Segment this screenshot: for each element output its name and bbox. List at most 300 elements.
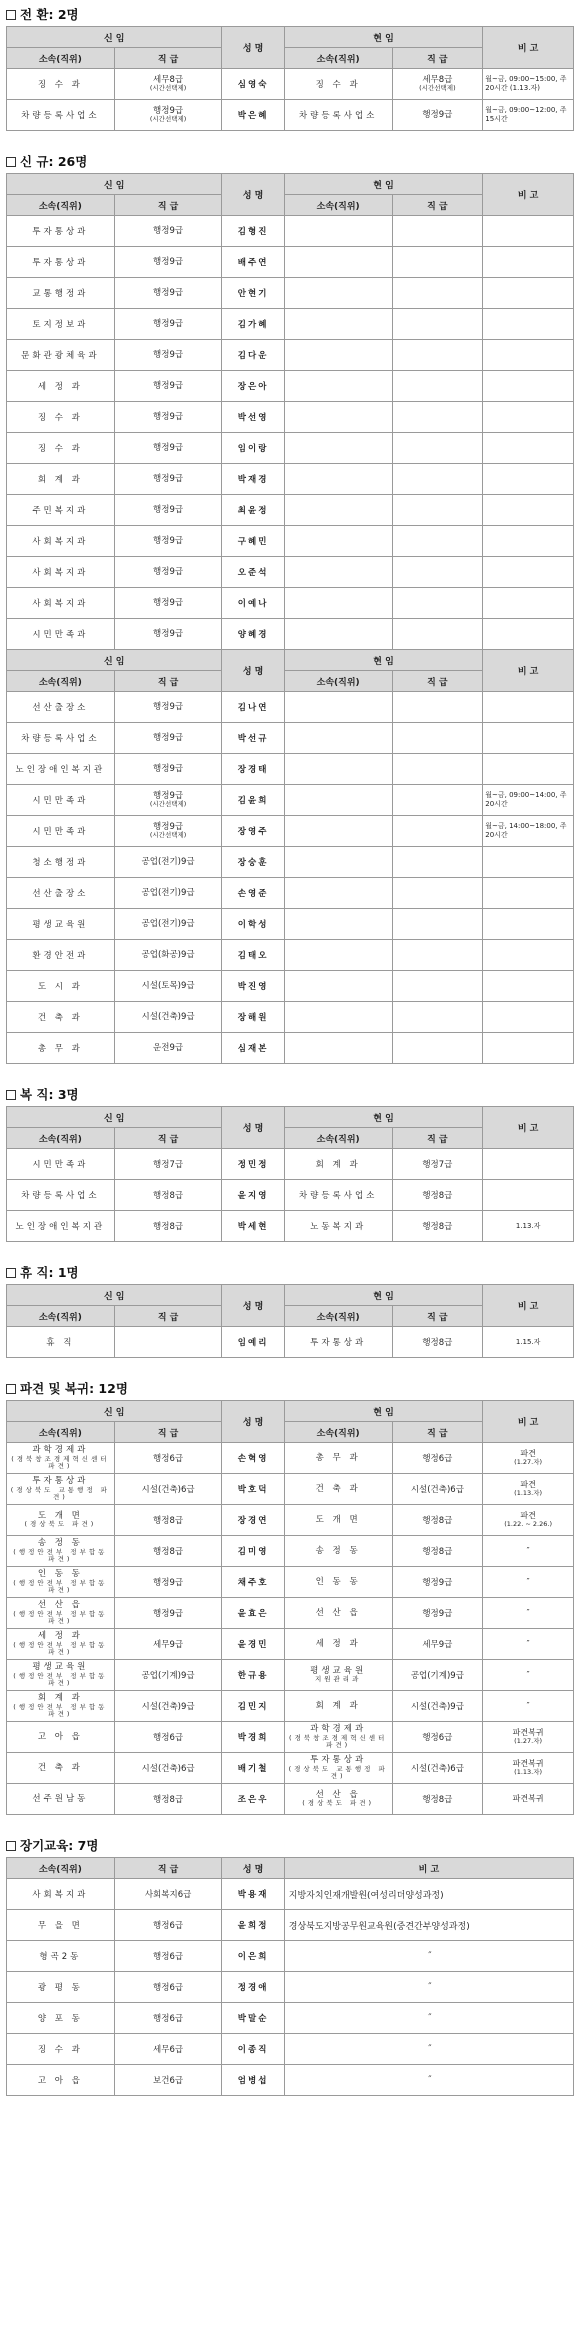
- new-grade-cell: [114, 100, 222, 131]
- header-note: 비 고: [483, 174, 574, 216]
- note-cell: ″: [284, 1972, 573, 2003]
- cur-dept-cell: [284, 1002, 392, 1033]
- new-grade-cell-text: 시설(토목)9급: [141, 980, 195, 991]
- header-dept: 소속(직위): [7, 1422, 115, 1443]
- note-cell: 월~금, 09:00~12:00, 주15시간: [483, 100, 574, 131]
- new-dept-cell: 차량등록사업소: [7, 723, 115, 754]
- note-cell-text: ″: [526, 1608, 530, 1618]
- new-dept-cell-sub: (경북창조경제혁신센터 파견): [11, 1454, 110, 1471]
- note-cell-sub: (1.22. ~ 2.26.): [504, 1520, 552, 1529]
- header-current: 현 임: [284, 650, 482, 671]
- new-grade-cell-sub: (시간선택제): [149, 800, 187, 809]
- new-grade-cell: [114, 619, 222, 650]
- note-cell: [483, 371, 574, 402]
- cur-grade-cell: 시설(건축)6급: [392, 1474, 483, 1505]
- header-grade: 직 급: [392, 48, 483, 69]
- note-cell: [483, 216, 574, 247]
- note-cell: [483, 1722, 574, 1753]
- new-grade-cell: [114, 785, 222, 816]
- new-dept-cell: 징 수 과: [7, 402, 115, 433]
- note-cell: [483, 754, 574, 785]
- new-dept-cell: [7, 1753, 115, 1784]
- cur-dept-cell-text: 선 산 읍: [315, 1607, 361, 1618]
- new-dept-cell: 사회복지과: [7, 526, 115, 557]
- new-dept-cell-sub: (행정안전부 정부합동 파견): [13, 1702, 108, 1719]
- header-grade: 직 급: [114, 48, 222, 69]
- table-row: [7, 1691, 574, 1722]
- new-dept-cell-text: 투자통상과: [32, 1476, 89, 1487]
- table-row: [7, 847, 574, 878]
- header-grade: 직 급: [392, 1422, 483, 1443]
- new-dept-cell: 투자통상과: [7, 247, 115, 278]
- note-cell-text: 파견: [520, 1480, 536, 1490]
- table-row: [7, 588, 574, 619]
- new-grade-cell: [114, 216, 222, 247]
- header-grade: 직 급: [392, 195, 483, 216]
- name-cell: 조은우: [222, 1784, 284, 1815]
- header-note: 비 고: [483, 650, 574, 692]
- new-grade-cell: [114, 371, 222, 402]
- new-grade-cell: [114, 1002, 222, 1033]
- name-cell: 이학성: [222, 909, 284, 940]
- new-grade-cell-text: 행정9급: [153, 380, 184, 391]
- name-cell: 김미영: [222, 1536, 284, 1567]
- new-grade-cell: 시설(건축)9급: [114, 1691, 222, 1722]
- cur-grade-cell: 행정8급: [392, 1211, 483, 1242]
- table-row: [7, 754, 574, 785]
- name-cell: 김다운: [222, 340, 284, 371]
- new-grade-cell-text: 행정9급: [153, 732, 184, 743]
- note-cell: [483, 847, 574, 878]
- table-row: [7, 971, 574, 1002]
- section-training: [6, 1835, 574, 2096]
- table-row: [7, 1941, 574, 1972]
- cur-grade-cell: [392, 723, 483, 754]
- note-cell: [483, 340, 574, 371]
- cur-grade-cell-sub: (시간선택제): [419, 84, 456, 93]
- new-dept-cell-text: 송 정 동: [37, 1538, 83, 1549]
- table-row: [7, 278, 574, 309]
- new-dept-cell: [7, 1598, 115, 1629]
- cur-dept-cell: [284, 940, 392, 971]
- cur-grade-cell: [392, 971, 483, 1002]
- new-dept-cell-sub: (행정안전부 정부합동 파견): [13, 1671, 108, 1688]
- note-cell: [483, 309, 574, 340]
- cur-dept-cell-text: 투자통상과: [310, 1755, 367, 1766]
- note-cell-text: ″: [526, 1670, 530, 1680]
- cur-grade-cell: 행정9급: [392, 1567, 483, 1598]
- note-cell: 월~금, 14:00~18:00, 주20시간: [483, 816, 574, 847]
- header-dept: 소속(직위): [284, 48, 392, 69]
- new-grade-cell-text: 공업(전기)9급: [141, 856, 195, 867]
- note-cell: 월~금, 09:00~15:00, 주20시간 (1.13.자): [483, 69, 574, 100]
- cur-dept-cell: [284, 216, 392, 247]
- new-dept-cell: 선산출장소: [7, 878, 115, 909]
- note-cell: [483, 619, 574, 650]
- name-cell: 박선영: [222, 402, 284, 433]
- table-row: [7, 1002, 574, 1033]
- dept-cell: 광 평 동: [7, 1972, 115, 2003]
- name-cell: 이예나: [222, 588, 284, 619]
- cur-dept-cell-sub: (경북창조경제혁신센터 파견): [288, 1733, 388, 1750]
- new-dept-cell: 차량등록사업소: [7, 1180, 115, 1211]
- cur-dept-cell: [284, 247, 392, 278]
- table-row: [7, 619, 574, 650]
- cur-dept-cell: 징 수 과: [284, 69, 392, 100]
- new-grade-cell: [114, 433, 222, 464]
- name-cell: 박호덕: [222, 1474, 284, 1505]
- cur-grade-cell: [392, 847, 483, 878]
- table-row: [7, 216, 574, 247]
- name-cell: 윤지영: [222, 1180, 284, 1211]
- note-cell-text: 파견: [520, 1511, 536, 1521]
- cur-dept-cell-text: 선 산 읍: [315, 1790, 361, 1801]
- header-name: 성 명: [222, 1107, 284, 1149]
- table-row: [7, 69, 574, 100]
- checkbox-square-icon: [6, 1268, 16, 1278]
- table-row: [7, 1149, 574, 1180]
- new-dept-cell: [7, 1474, 115, 1505]
- new-dept-cell: 사회복지과: [7, 588, 115, 619]
- name-cell: 정경애: [222, 1972, 284, 2003]
- new-dept-cell: [7, 1536, 115, 1567]
- table-row: [7, 1910, 574, 1941]
- new-grade-cell: [114, 878, 222, 909]
- cur-dept-cell: [284, 495, 392, 526]
- header-name: 성 명: [222, 1858, 284, 1879]
- new-dept-cell: 시민만족과: [7, 1149, 115, 1180]
- header-name: 성 명: [222, 650, 284, 692]
- name-cell: 박진영: [222, 971, 284, 1002]
- section-transfer: [6, 4, 574, 131]
- new-dept-cell: 교통행정과: [7, 278, 115, 309]
- new-dept-cell: 건 축 과: [7, 1002, 115, 1033]
- table-row: [7, 1327, 574, 1358]
- cur-dept-cell-sub: (경상북도 파견): [302, 1799, 375, 1808]
- new-grade-cell-text: 행정9급: [153, 411, 184, 422]
- cur-dept-cell-text: 도 개 면: [315, 1514, 361, 1525]
- header-name: 성 명: [222, 1285, 284, 1327]
- cur-grade-cell: 행정9급: [392, 1598, 483, 1629]
- cur-grade-cell: 시설(건축)6급: [392, 1753, 483, 1784]
- new-grade-cell: 시설(건축)6급: [114, 1474, 222, 1505]
- new-dept-cell: [7, 1691, 115, 1722]
- cur-grade-cell: [392, 495, 483, 526]
- name-cell: 장해원: [222, 1002, 284, 1033]
- new-grade-cell-text: 행정9급: [153, 504, 184, 515]
- note-cell: [483, 495, 574, 526]
- new-grade-cell: [114, 1327, 222, 1358]
- new-grade-cell: [114, 847, 222, 878]
- new-dept-cell: 토지정보과: [7, 309, 115, 340]
- new-dept-cell: 문화관광체육과: [7, 340, 115, 371]
- header-grade: 직 급: [114, 1422, 222, 1443]
- cur-grade-cell: [392, 909, 483, 940]
- new-dept-cell: 도 시 과: [7, 971, 115, 1002]
- section-leave: [6, 1262, 574, 1358]
- dispatch-table: [6, 1400, 574, 1815]
- new-dept-cell: [7, 1629, 115, 1660]
- table-row: [7, 2034, 574, 2065]
- new-grade-cell: 행정8급: [114, 1536, 222, 1567]
- note-cell: [483, 1598, 574, 1629]
- cur-dept-cell: [284, 1443, 392, 1474]
- cur-dept-cell: [284, 1567, 392, 1598]
- cur-grade-cell: [392, 371, 483, 402]
- training-table: [6, 1857, 574, 2096]
- cur-grade-cell: [392, 1002, 483, 1033]
- new-grade-cell: 행정7급: [114, 1149, 222, 1180]
- note-cell: [483, 278, 574, 309]
- name-cell: 심재본: [222, 1033, 284, 1064]
- cur-dept-cell: [284, 1474, 392, 1505]
- cur-grade-cell: [392, 785, 483, 816]
- note-cell-text: ″: [526, 1577, 530, 1587]
- cur-dept-cell: [284, 909, 392, 940]
- new-grade-cell: 행정9급: [114, 1598, 222, 1629]
- grade-cell: 사회복지6급: [114, 1879, 222, 1910]
- header-dept: 소속(직위): [284, 671, 392, 692]
- header-dept: 소속(직위): [7, 671, 115, 692]
- cur-grade-cell: [392, 878, 483, 909]
- cur-grade-cell: 행정6급: [392, 1443, 483, 1474]
- cur-grade-cell: 행정8급: [392, 1180, 483, 1211]
- new-dept-cell: 사회복지과: [7, 557, 115, 588]
- table-row: [7, 2003, 574, 2034]
- name-cell: 장은아: [222, 371, 284, 402]
- new-grade-cell: [114, 309, 222, 340]
- section-title: 전 환: 2명: [6, 4, 574, 26]
- new-grade-cell-text: 행정9급: [153, 791, 184, 802]
- name-cell: 엄병섭: [222, 2065, 284, 2096]
- note-cell: 월~금, 09:00~14:00, 주20시간: [483, 785, 574, 816]
- cur-dept-cell: [284, 1784, 392, 1815]
- name-cell: 배주연: [222, 247, 284, 278]
- note-cell: [483, 1443, 574, 1474]
- new-dept-cell: 노인장애인복지관: [7, 754, 115, 785]
- cur-dept-cell: [284, 1033, 392, 1064]
- dept-cell: 사회복지과: [7, 1879, 115, 1910]
- dept-cell: 무 을 면: [7, 1910, 115, 1941]
- table-row: [7, 816, 574, 847]
- name-cell: 김윤희: [222, 785, 284, 816]
- table-row: [7, 1505, 574, 1536]
- cur-grade-cell: [392, 940, 483, 971]
- new-grade-cell-text: 공업(화공)9급: [141, 949, 195, 960]
- new-dept-cell: 노인장애인복지관: [7, 1211, 115, 1242]
- table-row: [7, 723, 574, 754]
- cur-grade-cell: [392, 557, 483, 588]
- cur-dept-cell: [284, 1753, 392, 1784]
- cur-dept-cell-sub: 지원관리과: [314, 1675, 362, 1684]
- header-new: 신 임: [7, 174, 222, 195]
- new-grade-cell: [114, 526, 222, 557]
- cur-grade-cell: [392, 247, 483, 278]
- header-dept: 소속(직위): [7, 1306, 115, 1327]
- note-cell: [483, 878, 574, 909]
- note-cell: [483, 723, 574, 754]
- newhire-table: [6, 173, 574, 1064]
- table-row: [7, 1879, 574, 1910]
- cur-dept-cell: [284, 278, 392, 309]
- new-dept-cell-text: 과학경제과: [32, 1445, 89, 1456]
- new-dept-cell: 회 계 과: [7, 464, 115, 495]
- name-cell: 이종직: [222, 2034, 284, 2065]
- cur-dept-cell: [284, 754, 392, 785]
- note-cell: [483, 909, 574, 940]
- header-note: 비 고: [483, 1285, 574, 1327]
- note-cell: [483, 433, 574, 464]
- name-cell: 김태오: [222, 940, 284, 971]
- table-row: [7, 247, 574, 278]
- note-cell: ″: [284, 2003, 573, 2034]
- note-cell: [483, 971, 574, 1002]
- cur-dept-cell-text: 과학경제과: [310, 1724, 367, 1735]
- header-current: 현 임: [284, 1401, 482, 1422]
- new-grade-cell-text: 공업(전기)9급: [141, 887, 195, 898]
- header-grade: 직 급: [114, 1128, 222, 1149]
- header-grade: 직 급: [392, 1306, 483, 1327]
- cur-dept-cell-text: 인 동 동: [315, 1576, 361, 1587]
- name-cell: 심영숙: [222, 69, 284, 100]
- cur-dept-cell-text: 세 정 과: [315, 1638, 361, 1649]
- new-grade-cell-text: 행정9급: [153, 225, 184, 236]
- note-cell-text: ″: [526, 1701, 530, 1711]
- reinstate-table: [6, 1106, 574, 1242]
- header-dept: 소속(직위): [284, 1422, 392, 1443]
- header-note: 비 고: [284, 1858, 573, 1879]
- header-dept: 소속(직위): [7, 1128, 115, 1149]
- section-title: 복 직: 3명: [6, 1084, 574, 1106]
- name-cell: 박선규: [222, 723, 284, 754]
- section-newhire: [6, 151, 574, 1064]
- new-grade-cell: [114, 723, 222, 754]
- cur-dept-cell: 차량등록사업소: [284, 1180, 392, 1211]
- dept-cell: 징 수 과: [7, 2034, 115, 2065]
- table-row: [7, 309, 574, 340]
- new-grade-cell: 행정8급: [114, 1180, 222, 1211]
- cur-dept-cell: 투자통상과: [284, 1327, 392, 1358]
- section-title: 장기교육: 7명: [6, 1835, 574, 1857]
- header-name: 성 명: [222, 1401, 284, 1443]
- cur-dept-cell: [284, 309, 392, 340]
- new-grade-cell-text: 공업(전기)9급: [141, 918, 195, 929]
- note-cell-sub: (1.13.자): [514, 1489, 543, 1498]
- cur-grade-cell: [392, 69, 483, 100]
- table-row: [7, 1180, 574, 1211]
- name-cell: 김가혜: [222, 309, 284, 340]
- cur-grade-cell: [392, 464, 483, 495]
- cur-grade-cell: 행정8급: [392, 1505, 483, 1536]
- new-dept-cell-sub: (경상북도 파견): [24, 1520, 97, 1529]
- cur-dept-cell: 차량등록사업소: [284, 100, 392, 131]
- new-grade-cell: [114, 588, 222, 619]
- name-cell: 양혜경: [222, 619, 284, 650]
- new-dept-cell: 주민복지과: [7, 495, 115, 526]
- header-new: 신 임: [7, 650, 222, 671]
- header-grade: 직 급: [392, 671, 483, 692]
- note-cell: 지방자치인재개발원(여성리더양성과정): [284, 1879, 573, 1910]
- header-note: 비 고: [483, 1401, 574, 1443]
- table-row: [7, 1474, 574, 1505]
- new-grade-cell: 공업(기계)9급: [114, 1660, 222, 1691]
- cur-dept-cell: [284, 526, 392, 557]
- cur-dept-cell: [284, 433, 392, 464]
- cur-dept-cell: [284, 723, 392, 754]
- note-cell: ″: [284, 2065, 573, 2096]
- checkbox-square-icon: [6, 10, 16, 20]
- note-cell: 1.15.자: [483, 1327, 574, 1358]
- cur-dept-cell-text: 송 정 동: [315, 1545, 361, 1556]
- grade-cell: 세무6급: [114, 2034, 222, 2065]
- table-row: [7, 464, 574, 495]
- note-cell: [483, 1180, 574, 1211]
- cur-dept-cell: [284, 1629, 392, 1660]
- cur-grade-cell-text: 행정9급: [422, 109, 453, 120]
- note-cell: [483, 557, 574, 588]
- header-grade: 직 급: [114, 671, 222, 692]
- name-cell: 임예리: [222, 1327, 284, 1358]
- new-grade-cell: [114, 909, 222, 940]
- new-dept-cell-text: 회 계 과: [37, 1693, 83, 1704]
- new-dept-cell: [7, 1784, 115, 1815]
- new-dept-cell-text: 고 아 읍: [37, 1731, 83, 1742]
- header-dept: 소속(직위): [284, 1128, 392, 1149]
- new-grade-cell-sub: (시간선택제): [149, 84, 187, 93]
- name-cell: 최윤정: [222, 495, 284, 526]
- cur-grade-cell: [392, 526, 483, 557]
- name-cell: 박경희: [222, 1722, 284, 1753]
- cur-dept-cell: [284, 340, 392, 371]
- new-dept-cell-text: 평생교육원: [32, 1662, 89, 1673]
- name-cell: 한규용: [222, 1660, 284, 1691]
- name-cell: 장경연: [222, 1505, 284, 1536]
- table-row: [7, 1784, 574, 1815]
- cur-dept-cell: [284, 588, 392, 619]
- table-row: [7, 557, 574, 588]
- note-cell: [483, 588, 574, 619]
- leave-table: [6, 1284, 574, 1358]
- cur-dept-cell: [284, 785, 392, 816]
- cur-grade-cell: [392, 278, 483, 309]
- cur-dept-cell: [284, 1536, 392, 1567]
- new-grade-cell: 행정9급: [114, 1567, 222, 1598]
- new-grade-cell: 행정8급: [114, 1784, 222, 1815]
- header-grade: 직 급: [114, 1306, 222, 1327]
- cur-grade-cell: [392, 619, 483, 650]
- new-dept-cell: 차량등록사업소: [7, 100, 115, 131]
- cur-grade-cell: [392, 100, 483, 131]
- new-grade-cell-text: 세무8급: [153, 75, 184, 86]
- table-row: [7, 1660, 574, 1691]
- new-dept-cell: 시민만족과: [7, 816, 115, 847]
- new-dept-cell-text: 건 축 과: [37, 1762, 83, 1773]
- new-grade-cell: [114, 816, 222, 847]
- dept-cell: 고 아 읍: [7, 2065, 115, 2096]
- cur-grade-cell-text: 세무8급: [422, 75, 453, 86]
- cur-dept-cell: [284, 971, 392, 1002]
- table-row: [7, 433, 574, 464]
- table-row: [7, 1536, 574, 1567]
- name-cell: 윤효은: [222, 1598, 284, 1629]
- cur-grade-cell: [392, 216, 483, 247]
- cur-dept-cell: [284, 847, 392, 878]
- cur-grade-cell: 행정8급: [392, 1327, 483, 1358]
- new-grade-cell: [114, 495, 222, 526]
- header-current: 현 임: [284, 174, 482, 195]
- section-title: 휴 직: 1명: [6, 1262, 574, 1284]
- new-grade-cell-sub: (시간선택제): [149, 831, 187, 840]
